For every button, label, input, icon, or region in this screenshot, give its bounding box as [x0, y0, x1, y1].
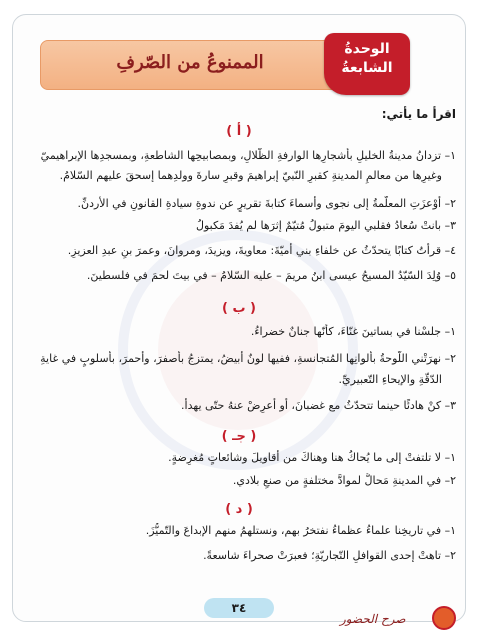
unit-badge	[324, 33, 410, 95]
lesson-title: الممنوعُ من الصّرفِ	[116, 52, 264, 73]
instruction: اقرأ ما يأتي:	[381, 107, 456, 121]
line-b3: ٣– كنْ هادئًا حينما تتحدّثُ مع غضبانَ، أو أعرِضْ عنهُ حتّى يهدأَ.	[181, 399, 456, 412]
line-b1: ١– جلسْنا في بساتينَ غنّاءَ، كأنّها جنانٌ خضراءُ.	[250, 325, 456, 338]
line-a1-cont: وغيرِها من معالمِ المدينةِ كقبرِ النّبيّ إبراهيمَ وقبرِ سارةَ وولدِهما إسحقَ عليهم السّلامُ.	[59, 169, 442, 182]
line-a1: ١– تزدانُ مدينةُ الخليلِ بأشجارِها الوارفةِ الظّلالِ، وبمصابيحِها الشاطعةِ، وبمسجدِها الإبراهيميّ	[40, 149, 456, 162]
line-c1: ١– لا تلتفتْ إلى ما يُحاكُ هنا وهناكَ من أقاويلَ وشائعاتٍ مُغرِضةٍ.	[168, 451, 456, 464]
unit-badge-line1: الوحدةُ	[344, 41, 390, 57]
unit-badge-line2: الشابعةُ	[341, 60, 393, 76]
section-label-b: ( ب )	[222, 301, 256, 316]
line-a2: ٢– أوْعزَتِ المعلّمةُ إلى نجوى وأسماءَ كتابةَ تقريرٍ عن ندوةِ سيادةِ القانونِ في الأردنِّ.	[77, 197, 456, 210]
publisher-logo: صرح الحضور	[340, 612, 406, 626]
line-d2: ٢– تاهتْ إحدى القوافلِ التّجاريّةِ؛ فعبرَتْ صحراءَ شاسعةً.	[203, 549, 456, 562]
line-b2: ٢– نهرَتْني اللّوحةُ بألوانِها المُتجانسةِ، ففيها لونٌ أبيضُ، يمتزجُ بأصفرَ، وأحمرَ، بأسلوبٍ في غايةِ	[40, 352, 456, 365]
line-d1: ١– في تاريخِنا علماءُ عظماءُ نفتخرُ بهم، ونستلهمُ منهم الإبداعَ والتّميُّزَ.	[145, 524, 456, 537]
section-label-a: ( أ )	[226, 124, 252, 139]
section-label-d: ( د )	[225, 502, 253, 517]
page-number: ٣٤	[204, 598, 274, 618]
line-a3: ٣– بانتْ سُعادُ فقلبي اليومَ متبولُ مُتيّمٌ إثرَها لم يُفدَ مَكبولُ	[195, 219, 456, 232]
line-a4: ٤– قرأتُ كتابًا يتحدّثُ عن خلفاءِ بني أُميّةَ: معاويةَ، ويزيدَ، ومروانَ، وعمرَ بنِ عبدِ العزيزِ.	[67, 244, 456, 257]
section-label-c: ( جـ )	[221, 429, 257, 444]
line-b2-cont: الدّقّةِ والإيحاءِ التّعبيريِّ.	[338, 373, 442, 386]
line-a5: ٥– وُلِدَ السّيّدُ المسيحُ عيسى ابنُ مريمَ – عليه السّلامُ – في بيتَ لحمَ في فلسطينَ.	[86, 269, 456, 282]
publisher-emblem-icon	[432, 606, 456, 630]
line-c2: ٢– في المدينةِ مَحالُّ لموادَّ مختلفةٍ من صنعِ بلادي.	[232, 474, 456, 487]
